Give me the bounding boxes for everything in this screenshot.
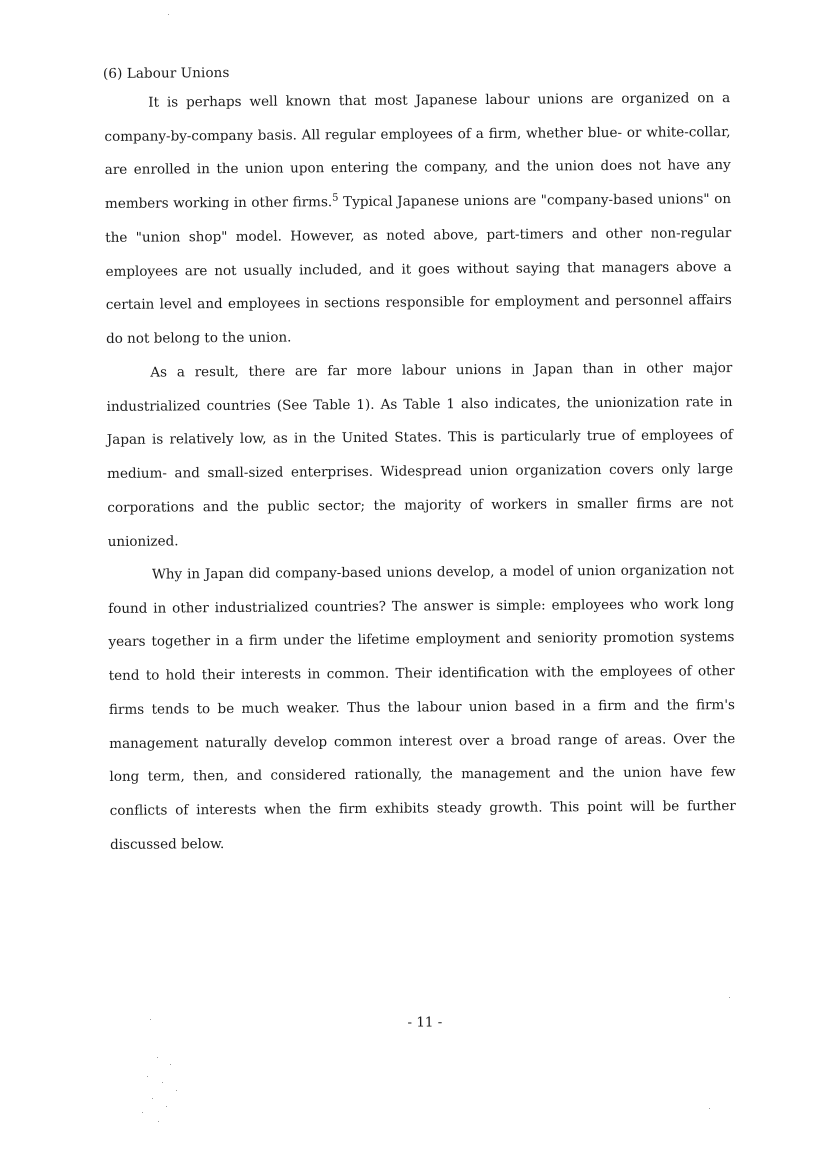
paragraph-1-text-continued: Typical Japanese unions are "company-based unions" on the "union shop" model. However, as noted above, part-timers and other non-regular employees are not usually included, and it goes without saying that managers above a certain level and employees in sections responsible for employment and personnel affairs do not belong to the union. bbox=[105, 191, 732, 347]
paragraph-2: As a result, there are far more labour unions in Japan than in other major industrialized countries (See Table 1). As Table 1 also indicates, the unionization rate in Japan is relatively low, as in the United States. This is particularly true of employees of medium- and small-sized enterprises. Widespread union organization covers only large corporations and the public sector; the majority of workers in smaller firms are not unionized. bbox=[106, 360, 734, 550]
section-heading: (6) Labour Unions bbox=[102, 64, 230, 82]
page-number: - 11 - bbox=[407, 1014, 443, 1031]
paragraph-3: Why in Japan did company-based unions develop, a model of union organization not found in other industrialized countries? The answer is simple: employees who work long years together in a firm under the lifetime employment and seniority promotion systems tend to hold their interests in common. Their identification with the employees of other firms tends to be much weaker. Thus the labour union based in a firm and the firm's management naturally develop common interest over a broad range of areas. Over the long term, then, and considered rationally, the management and the union have few conflicts of interests when the firm exhibits steady growth. This point will be further discussed below. bbox=[108, 562, 736, 853]
paragraph-1-text: It is perhaps well known that most Japanese labour unions are organized on a company-by-company basis. All regular employees of a firm, whether blue- or white-collar, are enrolled in the union upon entering the company, and the union does not have any members working in other firms. bbox=[104, 90, 731, 213]
footnote-marker: 5 bbox=[332, 192, 339, 204]
paragraph-1 bbox=[104, 82, 732, 357]
